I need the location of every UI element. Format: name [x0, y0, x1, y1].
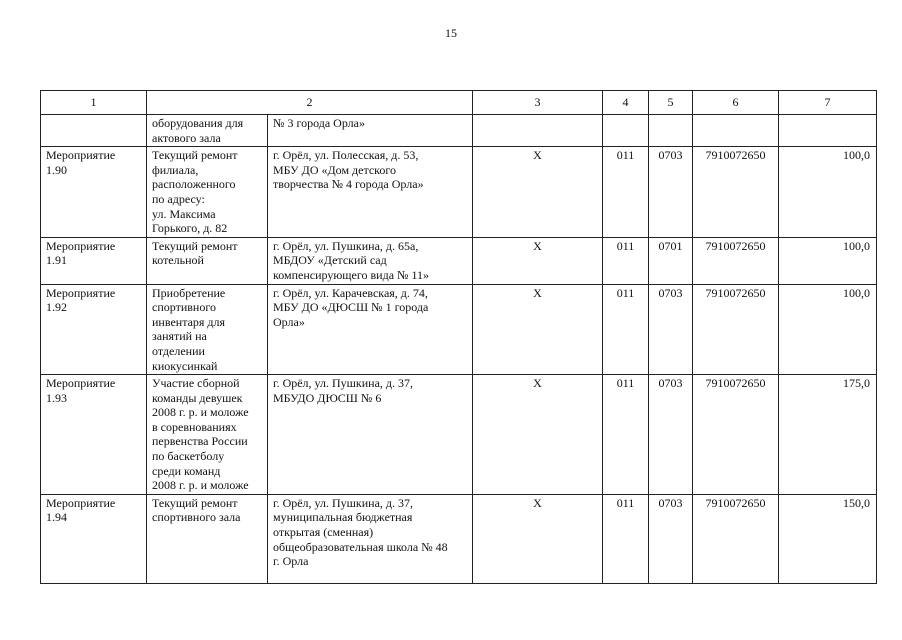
- header-col-3: 3: [473, 91, 603, 115]
- cell-col5: 0703: [649, 375, 693, 495]
- cell-col4: 011: [603, 237, 649, 284]
- cell-col5: 0703: [649, 284, 693, 375]
- cell-event: Мероприятие 1.92: [41, 284, 147, 375]
- cell-col5: 0703: [649, 494, 693, 583]
- cell-col7: 100,0: [779, 237, 877, 284]
- cell-col3: Х: [473, 237, 603, 284]
- cell-col6: 7910072650: [693, 284, 779, 375]
- cell-col6: [693, 115, 779, 147]
- cell-col5: 0703: [649, 147, 693, 238]
- table-row-continuation: [41, 115, 877, 147]
- cell-col4: 011: [603, 375, 649, 495]
- cell-event: Мероприятие 1.93: [41, 375, 147, 495]
- cell-col4: 011: [603, 494, 649, 583]
- header-col-6: 6: [693, 91, 779, 115]
- cell-col3: Х: [473, 375, 603, 495]
- cell-col7: [779, 115, 877, 147]
- cell-col5: 0701: [649, 237, 693, 284]
- header-col-1: 1: [41, 91, 147, 115]
- budget-table: [40, 90, 877, 584]
- page-number: 15: [445, 26, 457, 40]
- cell-col4: 011: [603, 147, 649, 238]
- cell-event: Мероприятие 1.91: [41, 237, 147, 284]
- header-col-7: 7: [779, 91, 877, 115]
- cell-col3: Х: [473, 284, 603, 375]
- cell-event: Мероприятие 1.94: [41, 494, 147, 583]
- cell-address: г. Орёл, ул. Пушкина, д. 65а, МБДОУ «Детский сад компенсирующего вида № 11»: [268, 237, 473, 284]
- cell-name: Приобретение спортивного инвентаря для занятий на отделении киокусинкай: [147, 284, 268, 375]
- cell-address: г. Орёл, ул. Пушкина, д. 37, МБУДО ДЮСШ № 6: [268, 375, 473, 495]
- cell-col7: 100,0: [779, 147, 877, 238]
- table-row: [41, 375, 877, 495]
- cell-col6: 7910072650: [693, 147, 779, 238]
- cell-col3: Х: [473, 147, 603, 238]
- cell-col3: [473, 115, 603, 147]
- cell-col4: 011: [603, 284, 649, 375]
- cell-name: Текущий ремонт спортивного зала: [147, 494, 268, 583]
- table-row: [41, 147, 877, 238]
- header-col-2: 2: [147, 91, 473, 115]
- cell-col7: 150,0: [779, 494, 877, 583]
- cell-name: оборудования для актового зала: [147, 115, 268, 147]
- table-row: [41, 284, 877, 375]
- cell-name: Участие сборной команды девушек 2008 г. р. и моложе в соревнованиях первенства России по баскетболу среди команд 2008 г. р. и моложе: [147, 375, 268, 495]
- cell-col7: 100,0: [779, 284, 877, 375]
- cell-name: Текущий ремонт котельной: [147, 237, 268, 284]
- cell-address: г. Орёл, ул. Полесская, д. 53, МБУ ДО «Дом детского творчества № 4 города Орла»: [268, 147, 473, 238]
- header-col-5: 5: [649, 91, 693, 115]
- table-row: [41, 237, 877, 284]
- cell-col6: 7910072650: [693, 494, 779, 583]
- cell-col6: 7910072650: [693, 237, 779, 284]
- cell-name: Текущий ремонт филиала, расположенного по адресу: ул. Максима Горького, д. 82: [147, 147, 268, 238]
- cell-address: г. Орёл, ул. Пушкина, д. 37, муниципальная бюджетная открытая (сменная) общеобразовательная школа № 48 г. Орла: [268, 494, 473, 583]
- cell-col5: [649, 115, 693, 147]
- cell-address: г. Орёл, ул. Карачевская, д. 74, МБУ ДО «ДЮСШ № 1 города Орла»: [268, 284, 473, 375]
- header-row: [41, 91, 877, 115]
- cell-col3: Х: [473, 494, 603, 583]
- cell-address: № 3 города Орла»: [268, 115, 473, 147]
- cell-col6: 7910072650: [693, 375, 779, 495]
- cell-event: Мероприятие 1.90: [41, 147, 147, 238]
- cell-col7: 175,0: [779, 375, 877, 495]
- cell-event: [41, 115, 147, 147]
- header-col-4: 4: [603, 91, 649, 115]
- table-row: [41, 494, 877, 583]
- cell-col4: [603, 115, 649, 147]
